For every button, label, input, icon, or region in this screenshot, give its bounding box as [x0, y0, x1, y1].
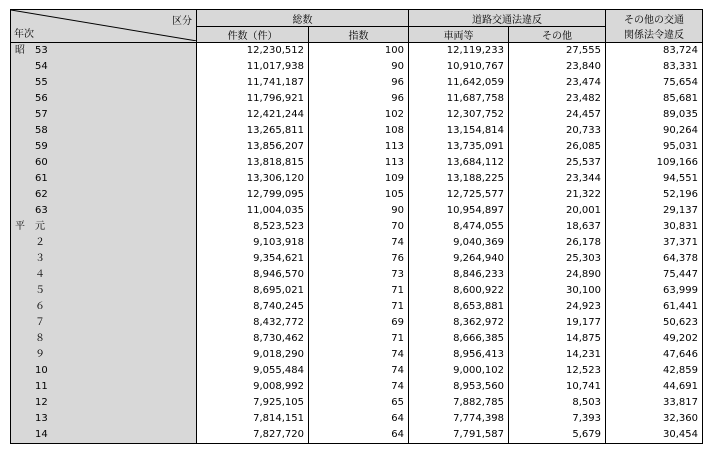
vehicles-cell: 11,642,059	[409, 75, 509, 91]
vehicles-cell: 8,362,972	[409, 315, 509, 331]
index-cell: 71	[309, 299, 409, 315]
table-row	[11, 411, 703, 427]
corner-header-cell	[11, 10, 197, 43]
related-laws-cell: 83,724	[606, 43, 703, 60]
others-cell: 23,474	[509, 75, 606, 91]
table-row	[11, 235, 703, 251]
vehicles-cell: 13,154,814	[409, 123, 509, 139]
cases-cell: 11,004,035	[197, 203, 309, 219]
year-cell: ９	[11, 347, 197, 363]
index-cell: 76	[309, 251, 409, 267]
cases-cell: 7,827,720	[197, 427, 309, 444]
index-cell: 100	[309, 43, 409, 60]
related-laws-cell: 42,859	[606, 363, 703, 379]
others-cell: 8,503	[509, 395, 606, 411]
others-cell: 10,741	[509, 379, 606, 395]
header-cases: 件数（件）	[197, 27, 309, 43]
vehicles-cell: 12,307,752	[409, 107, 509, 123]
index-cell: 109	[309, 171, 409, 187]
others-cell: 18,637	[509, 219, 606, 235]
year-cell: 60	[11, 155, 197, 171]
others-cell: 24,890	[509, 267, 606, 283]
year-cell: 59	[11, 139, 197, 155]
cases-cell: 12,799,095	[197, 187, 309, 203]
table-row	[11, 123, 703, 139]
header-index: 指数	[309, 27, 409, 43]
year-cell: 10	[11, 363, 197, 379]
year-cell: ２	[11, 235, 197, 251]
table-row	[11, 395, 703, 411]
index-cell: 71	[309, 283, 409, 299]
related-laws-cell: 90,264	[606, 123, 703, 139]
related-laws-cell: 75,654	[606, 75, 703, 91]
year-cell: 平 元	[11, 219, 197, 235]
others-cell: 20,001	[509, 203, 606, 219]
corner-diagonal-line	[11, 10, 197, 41]
related-laws-cell: 30,454	[606, 427, 703, 444]
cases-cell: 9,055,484	[197, 363, 309, 379]
year-cell: 54	[11, 59, 197, 75]
year-cell: 13	[11, 411, 197, 427]
index-cell: 96	[309, 75, 409, 91]
index-cell: 74	[309, 363, 409, 379]
table-row	[11, 315, 703, 331]
year-cell: 12	[11, 395, 197, 411]
header-category-label: 区分	[172, 16, 192, 27]
others-cell: 27,555	[509, 43, 606, 60]
related-laws-cell: 95,031	[606, 139, 703, 155]
cases-cell: 9,103,918	[197, 235, 309, 251]
cases-cell: 8,695,021	[197, 283, 309, 299]
year-cell: 61	[11, 171, 197, 187]
year-cell: 57	[11, 107, 197, 123]
index-cell: 64	[309, 411, 409, 427]
table-row	[11, 427, 703, 444]
vehicles-cell: 13,188,225	[409, 171, 509, 187]
related-laws-cell: 89,035	[606, 107, 703, 123]
vehicles-cell: 13,684,112	[409, 155, 509, 171]
index-cell: 74	[309, 235, 409, 251]
header-road-traffic-law: 道路交通法違反	[409, 10, 606, 27]
cases-cell: 13,818,815	[197, 155, 309, 171]
related-laws-cell: 75,447	[606, 267, 703, 283]
cases-cell: 12,421,244	[197, 107, 309, 123]
index-cell: 65	[309, 395, 409, 411]
year-cell: ６	[11, 299, 197, 315]
related-laws-cell: 94,551	[606, 171, 703, 187]
vehicles-cell: 8,953,560	[409, 379, 509, 395]
year-cell: ３	[11, 251, 197, 267]
table-body	[11, 43, 703, 444]
cases-cell: 12,230,512	[197, 43, 309, 60]
vehicles-cell: 7,791,587	[409, 427, 509, 444]
table-row	[11, 43, 703, 60]
cases-cell: 7,925,105	[197, 395, 309, 411]
cases-cell: 11,017,938	[197, 59, 309, 75]
related-laws-cell: 85,681	[606, 91, 703, 107]
cases-cell: 11,796,921	[197, 91, 309, 107]
others-cell: 30,100	[509, 283, 606, 299]
year-cell: 14	[11, 427, 197, 444]
index-cell: 71	[309, 331, 409, 347]
others-cell: 14,231	[509, 347, 606, 363]
header-other-related-laws	[606, 10, 703, 43]
others-cell: 21,322	[509, 187, 606, 203]
vehicles-cell: 8,666,385	[409, 331, 509, 347]
related-laws-cell: 50,623	[606, 315, 703, 331]
vehicles-cell: 12,725,577	[409, 187, 509, 203]
header-total: 総数	[197, 10, 409, 27]
table-row	[11, 203, 703, 219]
cases-cell: 9,354,621	[197, 251, 309, 267]
table-row	[11, 91, 703, 107]
related-laws-cell: 37,371	[606, 235, 703, 251]
index-cell: 102	[309, 107, 409, 123]
vehicles-cell: 8,600,922	[409, 283, 509, 299]
related-laws-cell: 63,999	[606, 283, 703, 299]
index-cell: 113	[309, 155, 409, 171]
others-cell: 12,523	[509, 363, 606, 379]
year-cell: 56	[11, 91, 197, 107]
vehicles-cell: 13,735,091	[409, 139, 509, 155]
table-row	[11, 59, 703, 75]
year-cell: ８	[11, 331, 197, 347]
vehicles-cell: 12,119,233	[409, 43, 509, 60]
others-cell: 14,875	[509, 331, 606, 347]
others-cell: 26,178	[509, 235, 606, 251]
index-cell: 69	[309, 315, 409, 331]
vehicles-cell: 9,264,940	[409, 251, 509, 267]
table-row	[11, 379, 703, 395]
year-cell: ４	[11, 267, 197, 283]
others-cell: 26,085	[509, 139, 606, 155]
table-row	[11, 283, 703, 299]
others-cell: 5,679	[509, 427, 606, 444]
index-cell: 113	[309, 139, 409, 155]
index-cell: 70	[309, 219, 409, 235]
cases-cell: 8,523,523	[197, 219, 309, 235]
others-cell: 25,303	[509, 251, 606, 267]
table-row	[11, 139, 703, 155]
index-cell: 90	[309, 203, 409, 219]
header-vehicles: 車両等	[409, 27, 509, 43]
cases-cell: 9,008,992	[197, 379, 309, 395]
statistics-table-container	[10, 9, 703, 444]
cases-cell: 9,018,290	[197, 347, 309, 363]
cases-cell: 8,740,245	[197, 299, 309, 315]
table-row	[11, 187, 703, 203]
cases-cell: 13,856,207	[197, 139, 309, 155]
others-cell: 20,733	[509, 123, 606, 139]
table-row	[11, 347, 703, 363]
table-row	[11, 331, 703, 347]
year-cell: 58	[11, 123, 197, 139]
vehicles-cell: 8,846,233	[409, 267, 509, 283]
vehicles-cell: 9,000,102	[409, 363, 509, 379]
others-cell: 25,537	[509, 155, 606, 171]
related-laws-cell: 49,202	[606, 331, 703, 347]
table-row	[11, 267, 703, 283]
related-laws-cell: 30,831	[606, 219, 703, 235]
index-cell: 108	[309, 123, 409, 139]
year-cell: 11	[11, 379, 197, 395]
related-laws-cell: 52,196	[606, 187, 703, 203]
table-row	[11, 363, 703, 379]
related-laws-cell: 83,331	[606, 59, 703, 75]
vehicles-cell: 11,687,758	[409, 91, 509, 107]
vehicles-cell: 10,954,897	[409, 203, 509, 219]
others-cell: 24,923	[509, 299, 606, 315]
index-cell: 74	[309, 379, 409, 395]
index-cell: 73	[309, 267, 409, 283]
header-year-label: 年次	[14, 29, 34, 40]
others-cell: 24,457	[509, 107, 606, 123]
index-cell: 74	[309, 347, 409, 363]
vehicles-cell: 10,910,767	[409, 59, 509, 75]
table-row	[11, 107, 703, 123]
cases-cell: 7,814,151	[197, 411, 309, 427]
traffic-violation-table	[10, 9, 703, 444]
year-cell: 昭 53	[11, 43, 197, 60]
table-row	[11, 171, 703, 187]
year-cell: ７	[11, 315, 197, 331]
others-cell: 23,482	[509, 91, 606, 107]
vehicles-cell: 8,653,881	[409, 299, 509, 315]
header-other-related-line1: その他の交通	[624, 15, 684, 26]
year-cell: ５	[11, 283, 197, 299]
others-cell: 19,177	[509, 315, 606, 331]
year-cell: 63	[11, 203, 197, 219]
vehicles-cell: 7,882,785	[409, 395, 509, 411]
related-laws-cell: 32,360	[606, 411, 703, 427]
header-other-related-line2: 関係法令違反	[624, 30, 684, 41]
cases-cell: 13,265,811	[197, 123, 309, 139]
vehicles-cell: 8,956,413	[409, 347, 509, 363]
cases-cell: 8,730,462	[197, 331, 309, 347]
table-row	[11, 299, 703, 315]
index-cell: 105	[309, 187, 409, 203]
related-laws-cell: 33,817	[606, 395, 703, 411]
header-others: その他	[509, 27, 606, 43]
table-row	[11, 75, 703, 91]
related-laws-cell: 29,137	[606, 203, 703, 219]
related-laws-cell: 47,646	[606, 347, 703, 363]
others-cell: 7,393	[509, 411, 606, 427]
cases-cell: 13,306,120	[197, 171, 309, 187]
index-cell: 90	[309, 59, 409, 75]
others-cell: 23,344	[509, 171, 606, 187]
related-laws-cell: 44,691	[606, 379, 703, 395]
year-cell: 55	[11, 75, 197, 91]
vehicles-cell: 9,040,369	[409, 235, 509, 251]
cases-cell: 11,741,187	[197, 75, 309, 91]
table-row	[11, 251, 703, 267]
vehicles-cell: 7,774,398	[409, 411, 509, 427]
others-cell: 23,840	[509, 59, 606, 75]
cases-cell: 8,432,772	[197, 315, 309, 331]
related-laws-cell: 109,166	[606, 155, 703, 171]
vehicles-cell: 8,474,055	[409, 219, 509, 235]
index-cell: 96	[309, 91, 409, 107]
index-cell: 64	[309, 427, 409, 444]
table-row	[11, 155, 703, 171]
related-laws-cell: 64,378	[606, 251, 703, 267]
year-cell: 62	[11, 187, 197, 203]
table-row	[11, 219, 703, 235]
related-laws-cell: 61,441	[606, 299, 703, 315]
cases-cell: 8,946,570	[197, 267, 309, 283]
